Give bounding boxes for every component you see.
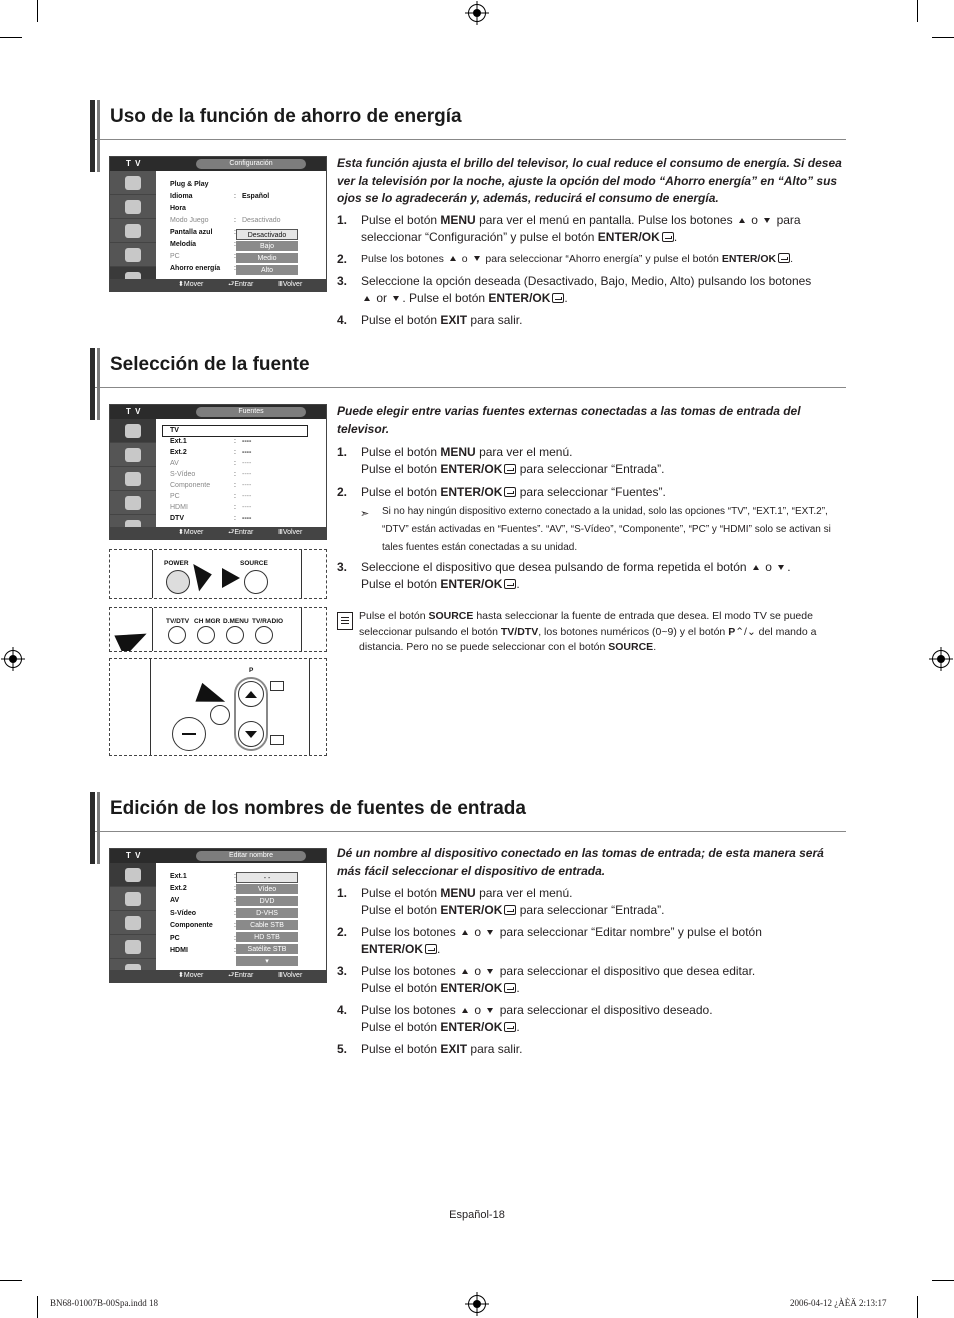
section-heading xyxy=(90,792,846,832)
pointer-arrow-icon xyxy=(114,623,151,652)
section-heading xyxy=(90,100,846,140)
arrow-down-icon xyxy=(487,969,493,974)
arrow-down-icon xyxy=(764,218,770,223)
arrow-up-icon xyxy=(462,1008,468,1013)
section-heading xyxy=(90,348,846,388)
note-pen-icon: ➣ xyxy=(360,508,370,520)
dmenu-button xyxy=(226,626,244,644)
crop-mark xyxy=(37,1296,38,1318)
channel-icon xyxy=(125,940,141,954)
section-intro: Dé un nombre al dispositivo conectado en las tomas de entrada; de esta manera será más fácil seleccionar el dispositivo de entrada. xyxy=(337,846,824,878)
arrow-up-icon xyxy=(739,218,745,223)
crop-mark xyxy=(0,1280,22,1281)
arrow-up-icon xyxy=(450,256,456,261)
channel-down-icon: ⌄ xyxy=(746,625,756,638)
arrow-down-icon xyxy=(487,1008,493,1013)
arrow-down-icon xyxy=(474,256,480,261)
pointer-arrow-icon xyxy=(222,568,240,588)
print-slug-left: BN68-01007B-00Spa.indd 18 xyxy=(50,1298,158,1308)
arrow-up-icon xyxy=(364,296,370,301)
crop-mark xyxy=(917,1296,918,1318)
channel-up-icon: ⌃ xyxy=(735,625,745,638)
enter-icon xyxy=(504,464,516,474)
picture-icon xyxy=(125,448,141,462)
section-title: Selección de la fuente xyxy=(110,354,310,375)
input-icon xyxy=(125,176,141,190)
crop-mark xyxy=(932,1280,954,1281)
arrow-down-icon xyxy=(487,930,493,935)
remote-channel-buttons-illustration: P xyxy=(109,658,327,756)
scroll-down-icon: ▾ xyxy=(236,956,298,967)
arrow-up-icon xyxy=(462,969,468,974)
tvdtv-button xyxy=(168,626,186,644)
registration-mark-icon xyxy=(468,1295,486,1313)
input-icon xyxy=(125,424,141,438)
section-intro: Esta función ajusta el brillo del televisor, lo cual reduce el consumo de energía. Si desea ver la televisión por la noche, ajuste la opción del modo “Ahorro energía” en “Alto” sus ojos se lo agradecerán y, además, reducirá el consumo de energía. xyxy=(337,156,842,205)
section-title: Edición de los nombres de fuentes de entrada xyxy=(110,798,526,819)
registration-mark-icon xyxy=(4,650,22,668)
enter-icon xyxy=(778,253,790,263)
arrow-up-icon xyxy=(753,565,759,570)
sound-icon xyxy=(125,224,141,238)
tvradio-button xyxy=(255,626,273,644)
page-number: Español-18 xyxy=(449,1209,505,1221)
osd-menu-editar-nombre: T V Editar nombre Ext.1 : Ext.2 : AV : S-Vídeo : Componente : PC : HDMI : - - Vídeo DVD D-VHS Cable STB HD STB Satélite STB ▾ ⬍ Mover ⮐ Entrar Ⅲ Volver xyxy=(109,848,327,983)
enter-icon xyxy=(504,1022,516,1032)
crop-mark xyxy=(932,37,954,38)
enter-icon xyxy=(504,487,516,497)
sound-icon xyxy=(125,472,141,486)
picture-icon xyxy=(125,892,141,906)
sound-icon xyxy=(125,916,141,930)
enter-icon xyxy=(425,944,437,954)
remote-tvdtv-illustration: TV/DTV CH MGR D.MENU TV/RADIO xyxy=(109,607,327,652)
arrow-up-icon xyxy=(462,930,468,935)
osd-menu-configuracion: T V Configuración Plug & Play Idioma : Español Hora Modo Juego : Desactivado Pantalla azul : Melodía : PC : Ahorro energía : Desactivado Bajo Medio Alto ⬍ Mover ⮐ Entrar Ⅲ Volver xyxy=(109,156,327,292)
chmgr-button xyxy=(197,626,215,644)
input-icon xyxy=(125,868,141,882)
crop-mark xyxy=(37,0,38,22)
crop-mark xyxy=(917,0,918,22)
note-memo-icon xyxy=(337,612,353,630)
enter-icon xyxy=(504,983,516,993)
arrow-down-icon xyxy=(393,296,399,301)
section-intro: Puede elegir entre varias fuentes externas conectadas a las tomas de entrada del televisor. xyxy=(337,404,801,436)
osd-menu-fuentes: T V Fuentes TV Ext.1 : ---- Ext.2 : ---- AV : ---- S-Vídeo : ---- Componente : ---- PC : ---- HDMI : ---- DTV : ---- ⬍ Mover ⮐ Entrar Ⅲ Volver xyxy=(109,404,327,540)
enter-icon xyxy=(504,905,516,915)
enter-icon xyxy=(552,293,564,303)
remote-power-source-illustration: POWER SOURCE xyxy=(109,549,327,599)
source-button xyxy=(244,570,268,594)
channel-icon xyxy=(125,496,141,510)
picture-icon xyxy=(125,200,141,214)
section-title: Uso de la función de ahorro de energía xyxy=(110,106,462,127)
crop-mark xyxy=(0,37,22,38)
registration-mark-icon xyxy=(932,650,950,668)
enter-icon xyxy=(662,232,674,242)
enter-icon xyxy=(504,579,516,589)
arrow-down-icon xyxy=(778,565,784,570)
print-slug-right: 2006-04-12 ¿ÀÈÄ 2:13:17 xyxy=(790,1298,887,1308)
note: ➣ Si no hay ningún dispositivo externo conectado a la unidad, solo las opciones “TV”, “EXT.1”, “EXT.2”, “DTV” están activadas en “Fuentes”. “AV”, “S-Vídeo”, “Componente”, “PC” y “HDMI” solo se activan si tales fuentes están conectadas a su unidad. xyxy=(360,506,831,553)
registration-mark-icon xyxy=(468,4,486,22)
channel-icon xyxy=(125,248,141,262)
power-button xyxy=(166,570,190,594)
